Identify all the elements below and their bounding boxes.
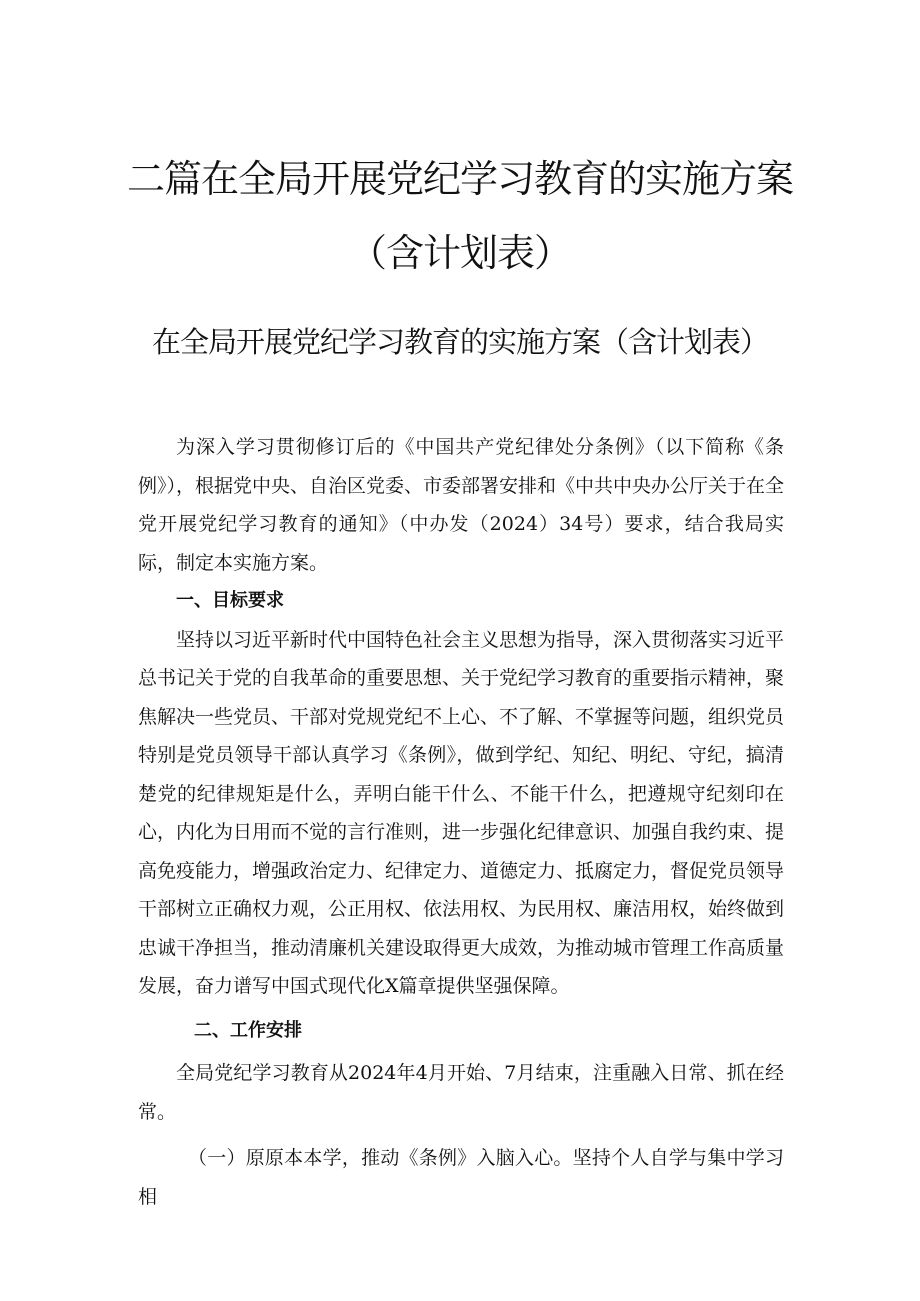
document-title-line1: 二篇在全局开展党纪学习教育的实施方案 bbox=[126, 157, 793, 201]
document-title-line2: （含计划表） bbox=[348, 231, 571, 275]
section1-heading: 一、目标要求 bbox=[176, 590, 284, 611]
document-body bbox=[138, 428, 784, 1216]
intro-paragraph: 为深入学习贯彻修订后的《中国共产党纪律处分条例》（以下简称《条例》），根据党中央、自治区党委、市委部署安排和《中共中央办公厅关于在全党开展党纪学习教育的通知》（中办发（2024）34号）要求，结合我局实际，制定本实施方案。 bbox=[138, 436, 785, 574]
section2-heading: 二、工作安排 bbox=[194, 1019, 302, 1041]
document-subtitle: 在全局开展党纪学习教育的实施方案（含计划表） bbox=[151, 325, 768, 359]
section2-paragraph: 全局党纪学习教育从2024年4月开始、7月结束，注重融入日常、抓在经常。 bbox=[138, 1062, 784, 1123]
section1-paragraph: 坚持以习近平新时代中国特色社会主义思想为指导，深入贯彻落实习近平总书记关于党的自我革命的重要思想、关于党纪学习教育的重要指示精神，聚焦解决一些党员、干部对党规党纪不上心、不了解、不掌握等问题，组织党员特别是党员领导干部认真学习《条例》，做到学纪、知纪、明纪、守纪，搞清楚党的纪律规矩是什么，弄明白能干什么、不能干什么，把遵规守纪刻印在心，内化为日用而不觉的言行准则，进一步强化纪律意识、加强自我约束、提高免疫能力，增强政治定力、纪律定力、道德定力、抵腐定力，督促党员领导干部树立正确权力观，公正用权、依法用权、为民用权、廉洁用权，始终做到忠诚干净担当，推动清廉机关建设取得更大成效，为推动城市管理工作高质量发展，奋力谱写中国式现代化X篇章提供坚强保障。 bbox=[138, 628, 785, 997]
subsection1-paragraph: （一）原原本本学，推动《条例》入脑入心。坚持个人自学与集中学习相 bbox=[138, 1147, 784, 1208]
